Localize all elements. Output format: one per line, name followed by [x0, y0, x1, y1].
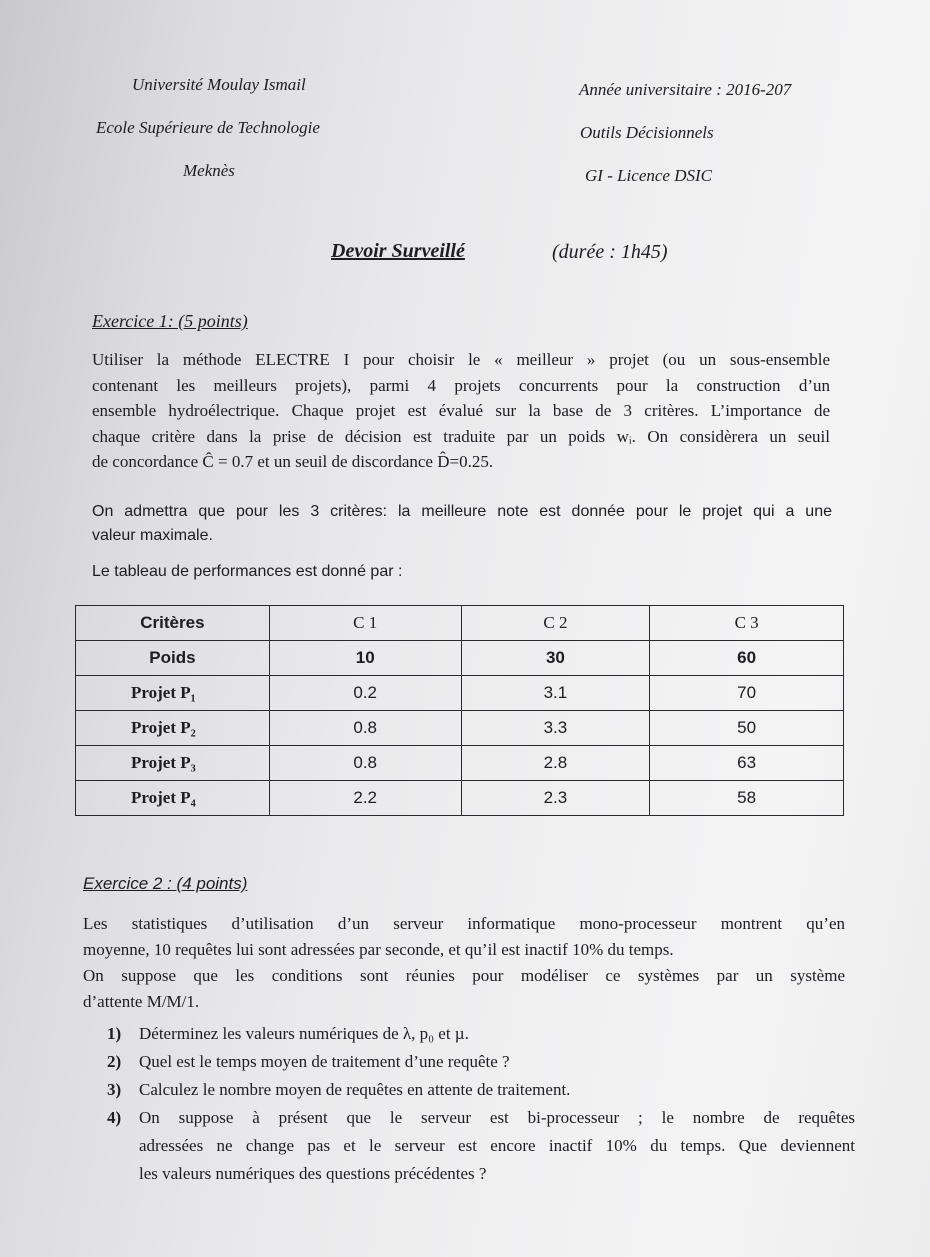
table-cell: 70 — [650, 676, 844, 711]
table-header-row — [76, 606, 844, 641]
table-intro: Le tableau de performances est donné par : — [92, 563, 403, 580]
question-number: 1) — [107, 1024, 122, 1043]
text-line: de concordance Ĉ = 0.7 et un seuil de discordance D̂=0.25. — [92, 452, 494, 471]
academic-year: Année universitaire : 2016-207 — [579, 80, 792, 99]
university-name: Université Moulay Ismail — [132, 75, 306, 94]
text-line: contenant les meilleurs projets), parmi 4 projets concurrents pour la construction d’un — [92, 375, 830, 395]
text-line: On admettra que pour les 3 critères: la meilleure note est donnée pour le projet qui a une — [92, 503, 832, 520]
text-line: Utiliser la méthode ELECTRE I pour choisir le « meilleur » projet (ou un sous-ensemble — [92, 350, 830, 369]
course-name: Outils Décisionnels — [580, 123, 714, 142]
exam-duration: (durée : 1h45) — [552, 241, 668, 263]
list-item — [107, 1104, 855, 1188]
table-cell: 58 — [650, 781, 844, 816]
text-line: Les statistiques d’utilisation d’un serveur informatique mono-processeur montrent qu’en — [83, 914, 845, 933]
table-cell: 2.3 — [461, 781, 650, 816]
table-cell: 30 — [461, 641, 650, 676]
text-line: d’attente M/M/1. — [83, 992, 200, 1011]
table-cell: Poids — [76, 641, 270, 676]
question-text: On suppose à présent que le serveur est bi-processeur ; le nombre de requêtes — [139, 1108, 855, 1127]
question-text: les valeurs numériques des questions précédentes ? — [139, 1164, 487, 1183]
table-header-cell: Critères — [76, 606, 270, 641]
table-cell: 60 — [650, 641, 844, 676]
performance-table — [75, 605, 844, 816]
exercise2-title: Exercice 2 : (4 points) — [83, 874, 248, 893]
table-header-cell: C 3 — [650, 606, 844, 641]
table-cell: 0.8 — [269, 711, 461, 746]
text-line: moyenne, 10 requêtes lui sont adressées par seconde, et qu’il est inactif 10% du temps. — [83, 940, 674, 959]
city-name: Meknès — [183, 161, 235, 180]
table-cell: Projet P₁ — [76, 676, 270, 711]
text-line: On suppose que les conditions sont réunies pour modéliser ce systèmes par un système — [83, 966, 845, 985]
exercise1-title: Exercice 1: (5 points) — [92, 311, 248, 331]
exercise2-paragraph — [83, 911, 845, 1015]
exercise1-assumption — [92, 500, 832, 548]
text-line: chaque critère dans la prise de décision est traduite par un poids wᵢ. On considèrera un seuil — [92, 426, 830, 446]
table-row — [76, 781, 844, 816]
table-cell: 2.2 — [269, 781, 461, 816]
program-name: GI - Licence DSIC — [585, 166, 712, 185]
table-cell: 0.8 — [269, 746, 461, 781]
list-item — [107, 1020, 855, 1048]
table-cell: 3.3 — [461, 711, 650, 746]
text-line: ensemble hydroélectrique. Chaque projet est évalué sur la base de 3 critères. L’importance de — [92, 401, 830, 420]
table-weights-row — [76, 641, 844, 676]
table-header-cell: C 1 — [269, 606, 461, 641]
table-cell: 63 — [650, 746, 844, 781]
table-row — [76, 676, 844, 711]
question-number: 2) — [107, 1052, 122, 1071]
table-cell: Projet P₃ — [76, 746, 270, 781]
table-row — [76, 746, 844, 781]
questions-list — [107, 1020, 855, 1188]
exercise1-paragraph — [92, 347, 830, 475]
table-header-cell: C 2 — [461, 606, 650, 641]
school-name: Ecole Supérieure de Technologie — [96, 118, 320, 137]
table-cell: 0.2 — [269, 676, 461, 711]
table-cell: 3.1 — [461, 676, 650, 711]
exam-title: Devoir Surveillé — [331, 240, 465, 262]
question-number: 4) — [107, 1108, 122, 1127]
question-text: Calculez le nombre moyen de requêtes en attente de traitement. — [139, 1080, 571, 1099]
list-item — [107, 1048, 855, 1076]
table-cell: Projet P₂ — [76, 711, 270, 746]
table-cell: 10 — [269, 641, 461, 676]
question-text: Quel est le temps moyen de traitement d’une requête ? — [139, 1052, 510, 1071]
text-line: valeur maximale. — [92, 527, 213, 544]
table-cell: 2.8 — [461, 746, 650, 781]
table-cell: 50 — [650, 711, 844, 746]
question-text: adressées ne change pas et le serveur est encore inactif 10% du temps. Que deviennent — [139, 1136, 855, 1155]
table-row — [76, 711, 844, 746]
question-number: 3) — [107, 1080, 122, 1099]
list-item — [107, 1076, 855, 1104]
table-cell: Projet P₄ — [76, 781, 270, 816]
question-text: Déterminez les valeurs numériques de λ, p₀ et µ. — [139, 1024, 469, 1043]
